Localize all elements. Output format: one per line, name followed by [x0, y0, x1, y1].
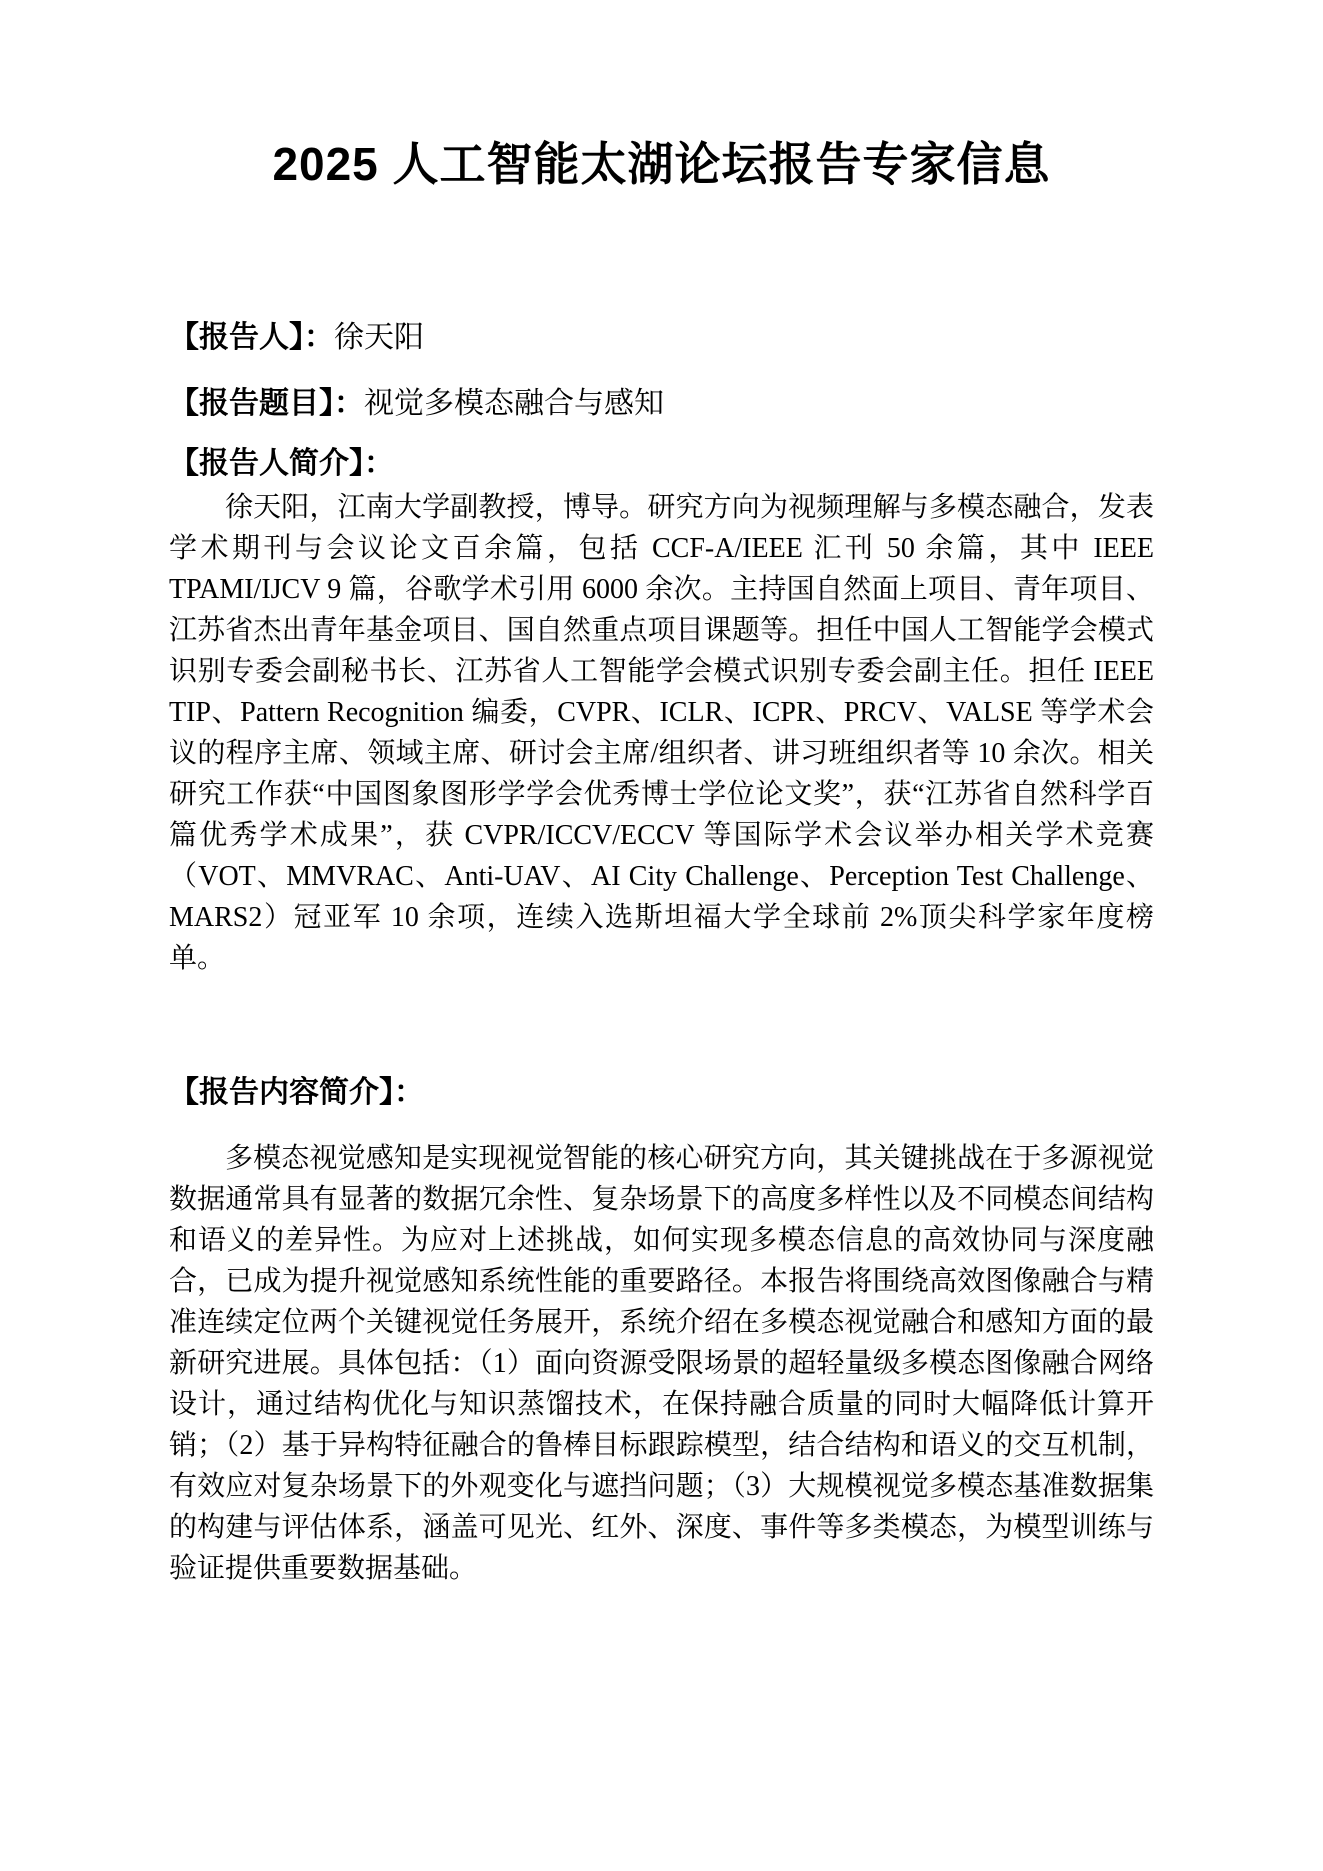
- bio-paragraph: 徐天阳，江南大学副教授，博导。研究方向为视频理解与多模态融合，发表学术期刊与会议论文百余篇，包括 CCF-A/IEEE 汇刊 50 余篇，其中 IEEE TPAMI/IJCV 9 篇，谷歌学术引用 6000 余次。主持国自然面上项目、青年项目、江苏省杰出青年基金项目、国自然重点项目课题等。担任中国人工智能学会模式识别专委会副秘书长、江苏省人工智能学会模式识别专委会副主任。担任 IEEE TIP、Pattern Recognition 编委，CVPR、ICLR、ICPR、PRCV、VALSE 等学术会议的程序主席、领域主席、研讨会主席/组织者、讲习班组织者等 10 余次。相关研究工作获“中国图象图形学学会优秀博士学位论文奖”，获“江苏省自然科学百篇优秀学术成果”，获 CVPR/ICCV/ECCV 等国际学术会议举办相关学术竞赛（VOT、MMVRAC、Anti-UAV、AI City Challenge、Perception Test Challenge、MARS2）冠亚军 10 余项，连续入选斯坦福大学全球前 2%顶尖科学家年度榜单。: [169, 492, 1154, 974]
- speaker-value: 徐天阳: [334, 321, 424, 354]
- speaker-label: 【报告人】：: [169, 321, 334, 354]
- abstract-section-label: 【报告内容简介】：: [169, 1076, 424, 1109]
- topic-line: [169, 383, 1154, 425]
- document-title: 2025 人工智能太湖论坛报告专家信息: [272, 138, 1051, 190]
- topic-label: 【报告题目】：: [169, 387, 364, 420]
- topic-value: 视觉多模态融合与感知: [364, 387, 664, 420]
- speaker-line: [169, 317, 1154, 359]
- bio-section-label: 【报告人简介】：: [169, 447, 394, 480]
- abstract-paragraph: 多模态视觉感知是实现视觉智能的核心研究方向，其关键挑战在于多源视觉数据通常具有显著的数据冗余性、复杂场景下的高度多样性以及不同模态间结构和语义的差异性。为应对上述挑战，如何实现多模态信息的高效协同与深度融合，已成为提升视觉感知系统性能的重要路径。本报告将围绕高效图像融合与精准连续定位两个关键视觉任务展开，系统介绍在多模态视觉融合和感知方面的最新研究进展。具体包括：（1）面向资源受限场景的超轻量级多模态图像融合网络设计，通过结构优化与知识蒸馏技术，在保持融合质量的同时大幅降低计算开销；（2）基于异构特征融合的鲁棒目标跟踪模型，结合结构和语义的交互机制，有效应对复杂场景下的外观变化与遮挡问题；（3）大规模视觉多模态基准数据集的构建与评估体系，涵盖可见光、红外、深度、事件等多类模态，为模型训练与验证提供重要数据基础。: [169, 1143, 1154, 1584]
